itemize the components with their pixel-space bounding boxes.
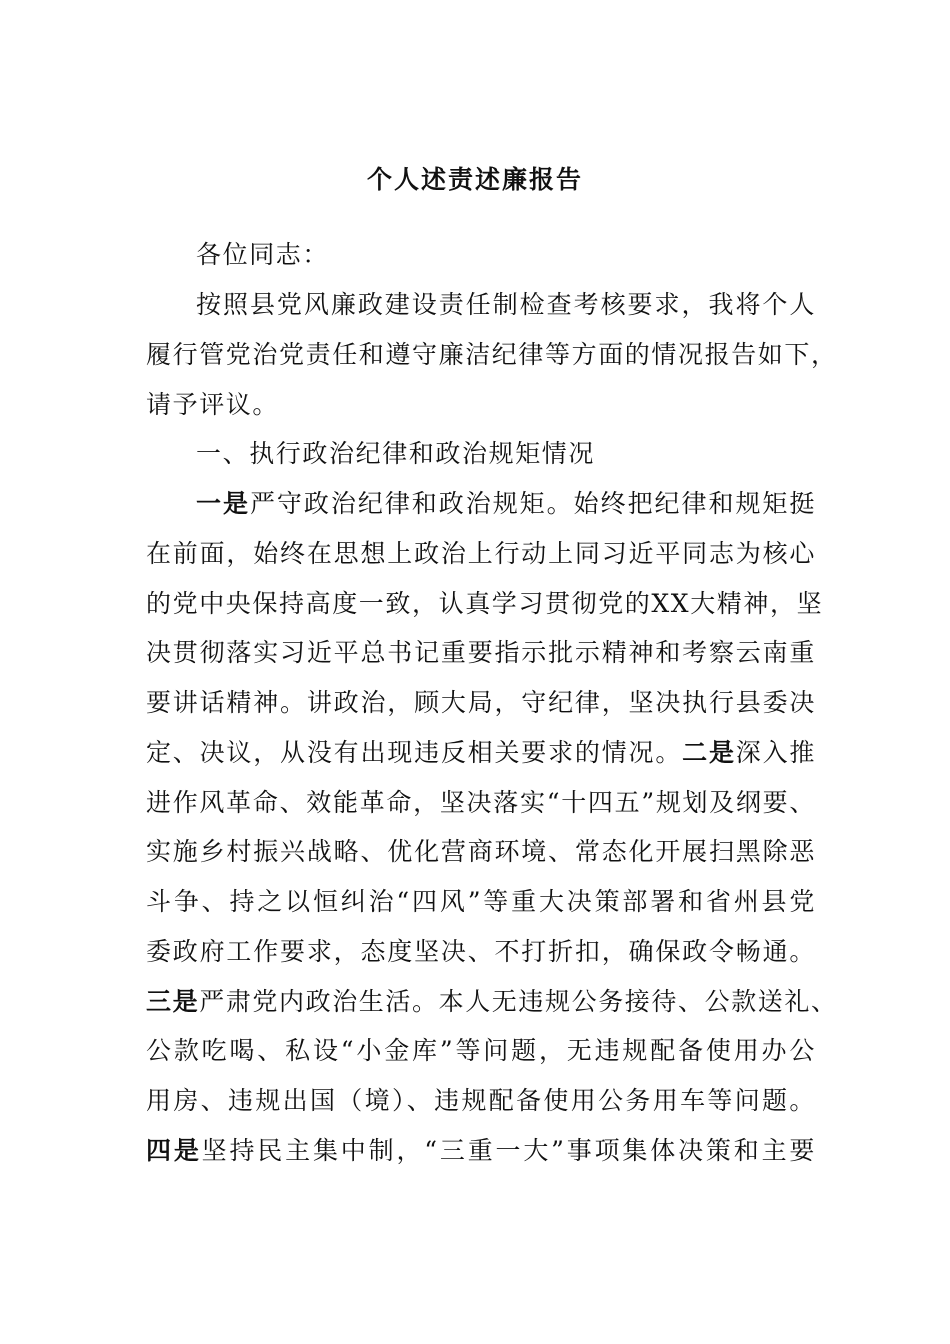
body-line-10: 委政府工作要求，态度坚决、不打折扣，确保政令畅通。 <box>146 937 816 966</box>
point-3-lead: 三是 <box>146 987 200 1016</box>
body-line-9: 斗争、持之以恒纠治“四风”等重大决策部署和省州县党 <box>146 887 816 916</box>
body-line-14 <box>146 1136 816 1166</box>
salutation: 各位同志： <box>196 240 330 269</box>
point-1-lead: 一是 <box>196 489 250 518</box>
intro-line-2: 履行管党治党责任和遵守廉洁纪律等方面的情况报告如下， <box>146 340 838 369</box>
body-line-8: 实施乡村振兴战略、优化营商环境、常态化开展扫黑除恶 <box>146 837 816 866</box>
body-line-1 <box>196 489 816 519</box>
section-1-heading: 一、执行政治纪律和政治规矩情况 <box>196 439 596 468</box>
point-2-lead: 二是 <box>682 738 736 767</box>
body-line-13: 用房、违规出国（境）、违规配备使用公务用车等问题。 <box>146 1086 816 1115</box>
body-line-2: 在前面，始终在思想上政治上行动上同习近平同志为核心 <box>146 539 816 568</box>
point-4-text: 坚持民主集中制，“三重一大”事项集体决策和主要 <box>201 1136 816 1165</box>
intro-line-3: 请予评议。 <box>146 390 280 419</box>
point-4-lead: 四是 <box>146 1136 202 1165</box>
body-line-7: 进作风革命、效能革命，坚决落实“十四五”规划及纲要、 <box>146 788 816 817</box>
point-3-text: 严肃党内政治生活。本人无违规公务接待、公款送礼、 <box>199 987 838 1016</box>
body-line-12: 公款吃喝、私设“小金库”等问题，无违规配备使用办公 <box>146 1036 816 1065</box>
intro-line-1: 按照县党风廉政建设责任制检查考核要求，我将个人 <box>196 290 816 319</box>
body-line-11 <box>146 987 838 1017</box>
point-1-closing: 定、决议，从没有出现违反相关要求的情况。 <box>146 738 683 767</box>
body-line-4: 决贯彻落实习近平总书记重要指示批示精神和考察云南重 <box>146 638 816 667</box>
document-title: 个人述责述廉报告 <box>366 165 583 194</box>
body-line-3: 的党中央保持高度一致，认真学习贯彻党的XX大精神，坚 <box>146 589 824 618</box>
body-line-5: 要讲话精神。讲政治，顾大局，守纪律，坚决执行县委决 <box>146 688 816 717</box>
point-2-start: 深入推 <box>735 738 816 767</box>
point-1-text: 严守政治纪律和政治规矩。始终把纪律和规矩挺 <box>249 489 816 518</box>
body-line-6 <box>146 738 816 768</box>
